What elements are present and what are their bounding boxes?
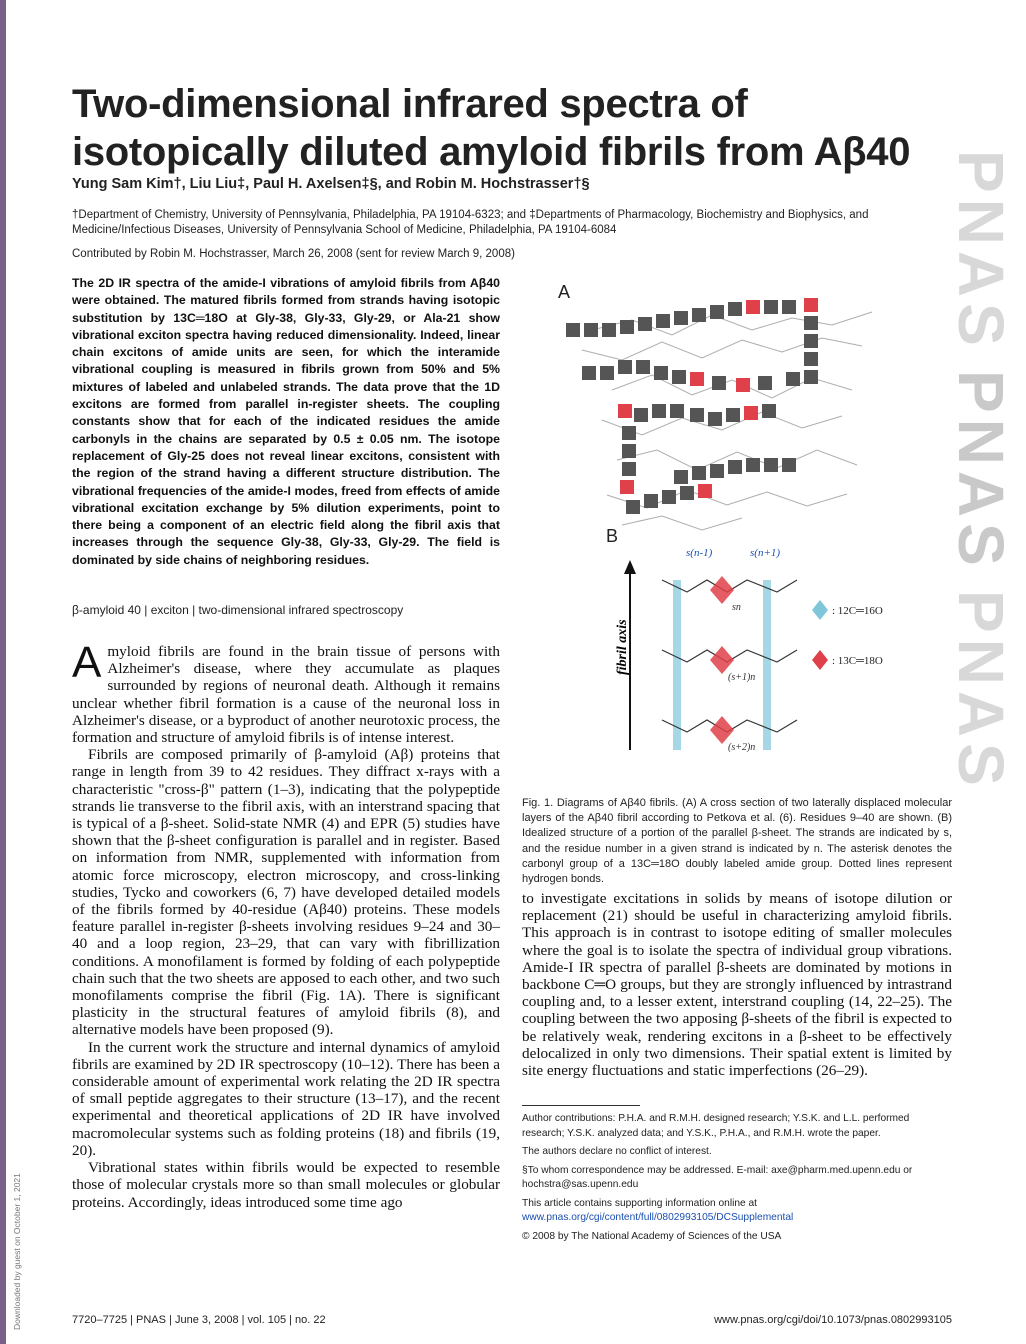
legend-unlabeled-swatch xyxy=(812,600,828,620)
legend-labeled: : 13C═18O xyxy=(832,655,883,667)
fibril-axis-label: fibril axis xyxy=(615,619,630,675)
correspondence-note: §To whom correspondence may be addressed. E-mail: axe@pharm.med.upenn.edu or hochstra@sas.upenn.edu xyxy=(522,1164,913,1190)
keywords: β-amyloid 40 | exciton | two-dimensional infrared spectroscopy xyxy=(72,603,404,617)
footnote-divider xyxy=(522,1105,640,1106)
strand-label-left: s(n-1) xyxy=(686,547,713,559)
affiliations: †Department of Chemistry, University of Pennsylvania, Philadelphia, PA 19104-6323; and ‡Departments of Pharmacology, Biochemistry and Biophysics, and Medicine/Infectious Diseases, University of Pennsylvania School of Medicine, Philadelphia, PA 19104-6084 xyxy=(72,209,869,236)
side-color-stripe xyxy=(0,0,6,1344)
contributed-note: Contributed by Robin M. Hochstrasser, March 26, 2008 (sent for review March 9, 2008) xyxy=(72,248,515,260)
doi-link[interactable]: www.pnas.org/cgi/doi/10.1073/pnas.0802993105 xyxy=(714,1314,952,1326)
copyright: © 2008 by The National Academy of Sciences of the USA xyxy=(522,1230,782,1242)
panel-a-label: A xyxy=(558,282,571,302)
strand-label-right: s(n+1) xyxy=(750,547,781,559)
download-note: Downloaded by guest on October 1, 2021 xyxy=(12,1173,22,1330)
legend-unlabeled: : 12C═16O xyxy=(832,605,883,617)
footnotes xyxy=(522,1112,952,1248)
label-s1n: (s+1)n xyxy=(728,672,756,683)
page-footer xyxy=(72,1314,952,1326)
legend-labeled-swatch xyxy=(812,650,828,670)
intro-paragraph: Amyloid fibrils are found in the brain tissue of persons with Alzheimer's disease, where they accumulate as plaques surrounded by regions of neuronal death. Although it remains unclear whether fibril formation is a cause of the neuronal loss in Alzheimer's disease, or a byproduct of another neurotoxic process, the formation and structure of amyloid fibrils is of intense interest. xyxy=(72,638,500,747)
label-s2n: (s+2)n xyxy=(728,742,756,753)
body-paragraph: Fibrils are composed primarily of β-amyloid (Aβ) proteins that range in length from 39 to 42 residues. They diffract x-rays with a characteristic "cross-β" pattern (1–3), indicating that the polypeptide strands lie transverse to the fibril axis, with an interstrand spacing that is typical of a β-sheet. Solid-state NMR (4) and EPR (5) studies have shown that the β-sheet configuration is parallel and in register. Based on information from NMR, supplemented with information from atomic force microscopy, electron microscopy, and cross-linking studies, Tycko and coworkers (6, 7) have developed detailed models of the fibrils formed by 40-residue (Aβ40) proteins. These models feature parallel in-register β-sheets involving residues 9–24 and 30–40 and a loop region, 23–29, that can vary with fibrillization conditions. A monofilament is formed by folding of each polypeptide chain such that the two sheets are apposed to each other, and two such monofilaments comprise the fibril (Fig. 1A). There is significant plasticity in the structural features of amyloid fibrils (8), and alternative models have been proposed (9). xyxy=(72,746,500,1039)
supporting-link[interactable]: www.pnas.org/cgi/content/full/0802993105/DCSupplemental xyxy=(522,1212,794,1223)
citation-info: 7720–7725 | PNAS | June 3, 2008 | vol. 105 | no. 22 xyxy=(72,1314,326,1326)
residue-chain xyxy=(566,298,818,514)
supporting-info: This article contains supporting information online at www.pnas.org/cgi/content/full/0802993105/DCSupplemental xyxy=(522,1197,794,1223)
panel-b-label: B xyxy=(606,526,619,546)
body-paragraph: Vibrational states within fibrils would be expected to resemble those of molecular crystals more so than small molecules or globular proteins. Accordingly, ideas introduced some time ago xyxy=(72,1159,500,1211)
drop-cap: A xyxy=(72,638,102,687)
figure-1 xyxy=(522,280,962,780)
body-column-left xyxy=(72,638,500,1211)
conflict-statement: The authors declare no conflict of interest. xyxy=(522,1146,712,1157)
paper-title: Two-dimensional infrared spectra of isotopically diluted amyloid fibrils from Aβ40 xyxy=(72,82,911,174)
figure-1-graphic xyxy=(522,280,962,780)
figure-caption: Fig. 1. Diagrams of Aβ40 fibrils. (A) A cross section of two laterally displaced molecular layers of the Aβ40 fibril according to Petkova et al. (6). Residues 9–40 are shown. (B) Idealized structure of a portion of the parallel β-sheet. The strands are indicated by s, and the residue number in a given strand is indicated by n. The asterisk denotes the carbonyl group of a 13C═18O doubly labeled amide group. Dotted lines represent hydrogen bonds. xyxy=(522,797,952,886)
label-sn: sn xyxy=(732,602,741,613)
body-column-right: to investigate excitations in solids by means of isotope dilution or replacement (21) should be useful in characterizing amyloid fibrils. This approach is in contrast to isotope editing of smaller molecules where the goal is to isolate the spectra of individual group vibrations. Amide-I IR spectra of parallel β-sheets are dominated by motions in backbone C═O groups, but they are strongly influenced by intrastrand coupling and, to a lesser extent, interstrand coupling (14, 22–25). The coupling between the two apposing β-sheets of the fibril is expected to be relatively weak, rendering excitons in a β-sheet to be effectively delocalized in only two dimensions. Their spatial extent is limited by site energy fluctuations and static imperfections (26–29). xyxy=(522,890,952,1080)
author-list: Yung Sam Kim†, Liu Liu‡, Paul H. Axelsen‡§, and Robin M. Hochstrasser†§ xyxy=(72,176,590,192)
journal-watermark: PNAS PNAS PNAS xyxy=(945,150,1017,792)
labeled-carbonyls xyxy=(710,576,734,744)
author-contributions: Author contributions: P.H.A. and R.M.H. designed research; Y.S.K. and L.L. performed research; Y.S.K. analyzed data; and Y.S.K., P.H.A., and R.M.H. wrote the paper. xyxy=(522,1113,910,1139)
body-paragraph: In the current work the structure and internal dynamics of amyloid fibrils are examined by 2D IR spectroscopy (10–12). There has been a considerable amount of experimental work relating the 2D IR spectra of small peptide aggregates to their structure (13–17), and the recent experimental and theoretical applications of 2D IR have involved macromolecular systems such as folding proteins (18) and fibrils (19, 20). xyxy=(72,1038,500,1159)
abstract: The 2D IR spectra of the amide-I vibrations of amyloid fibrils from Aβ40 were obtained. The matured fibrils formed from strands having isotopic substitution by 13C═18O at Gly-38, Gly-33, Gly-29, or Ala-21 show vibrational exciton spectra having reduced dimensionality. Indeed, linear chain excitons of amide units are seen, for which the interamide vibrational coupling is measured in fibrils grown from 50% and 5% mixtures of labeled and unlabeled strands. The data prove that the 1D excitons are formed from parallel in-register sheets. The coupling constants show that for each of the indicated residues the amide carbonyls in the chains are separated by 0.5 ± 0.05 nm. The isotope replacement of Gly-25 does not reveal linear excitons, consistent with the region of the strand having a different structure distribution. The vibrational frequencies of the amide-I modes, freed from effects of amide vibrational excitation exchange by 5% dilution experiments, point to there being a component of an electric field along the fibril axis that increases through the sequence Gly-38, Gly-33, Gly-29. The field is dominated by side chains of neighboring residues. xyxy=(72,276,500,567)
